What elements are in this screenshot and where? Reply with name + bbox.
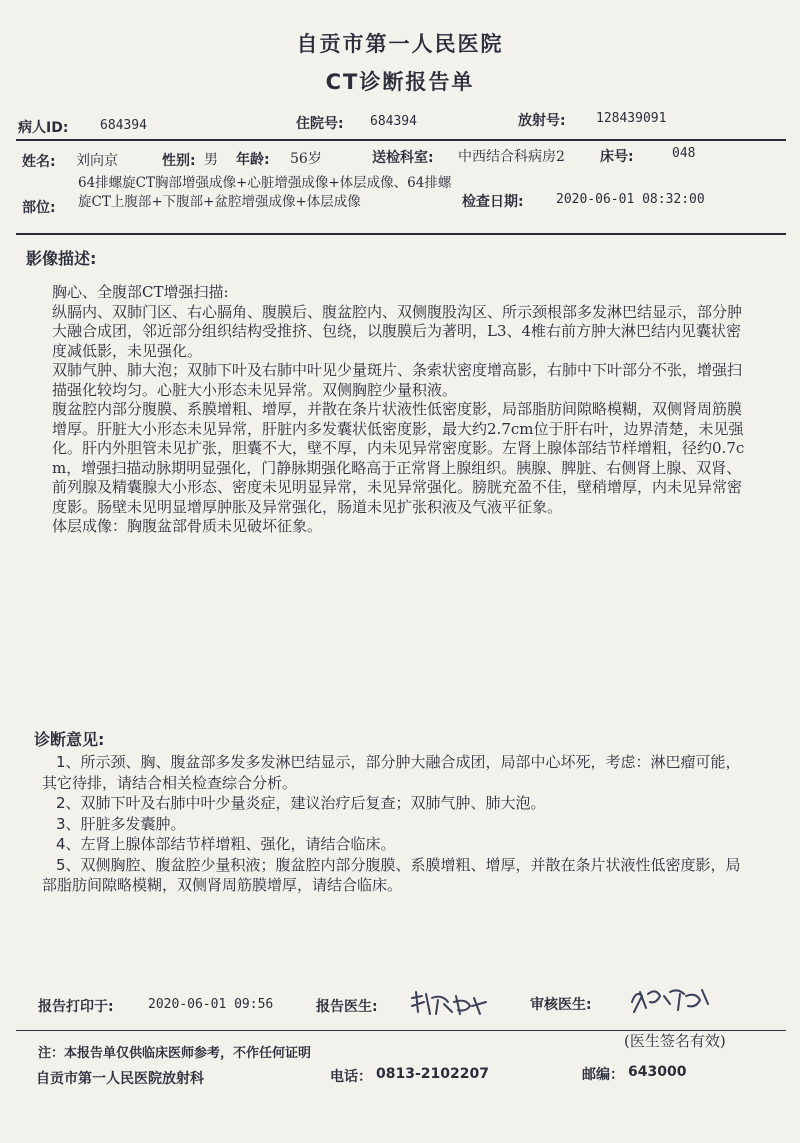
exam-part-value: 64排螺旋CT胸部增强成像+心脏增强成像+体层成像、64排螺旋CT上腹部+下腹部+盆腔增强成像+体层成像 bbox=[78, 175, 452, 210]
postcode-label: 邮编： bbox=[582, 1067, 624, 1083]
name-label: 姓名: bbox=[22, 154, 56, 170]
findings-paragraph: 纵膈内、双肺门区、右心膈角、腹膜后、腹盆腔内、双侧腹股沟区、所示颈根部多发淋巴结显示，部分肿大融合成团，邻近部分组织结构受推挤、包绕，以腹膜后为著明，L3、4椎右前方肿大淋巴结内见囊状密度减低影，未见强化。 bbox=[52, 302, 743, 360]
sex-value: 男 bbox=[204, 152, 218, 168]
exam-divider bbox=[16, 233, 786, 235]
disclaimer-note: 注：本报告单仅供临床医师参考，不作任何证明 bbox=[38, 1046, 312, 1061]
diagnosis-item: 5、双侧胸腔、腹盆腔少量积液；腹盆腔内部分腹膜、系膜增粗、增厚，并散在条片状液性低密度影，局部脂肪间隙略模糊，双侧肾周筋膜增厚，请结合临床。 bbox=[42, 855, 741, 894]
age-label: 年龄: bbox=[236, 152, 270, 168]
findings-paragraph: 腹盆腔内部分腹膜、系膜增粗、增厚，并散在条片状液性低密度影，局部脂肪间隙略模糊，双侧肾周筋膜增厚。肝脏大小形态未见异常，肝脏内多发囊状低密度影，最大约2.7cm位于肝右叶，边界清楚，未见强化。肝内外胆管未见扩张，胆囊不大，壁不厚，内未见异常密度影。左肾上腺体部结节样增粗，径约0.7cm，增强扫描动脉期明显强化，门静脉期强化略高于正常肾上腺组织。胰腺、脾脏、右侧肾上腺、双肾、前列腺及精囊腺大小形态、密度未见明显异常，未见异常强化。膀胱充盈不佳，壁稍增厚，内未见异常密度影。肠壁未见明显增厚肿胀及异常强化，肠道未见扩张积液及气液平征象。 bbox=[52, 400, 745, 516]
reviewer-label: 审核医生: bbox=[530, 997, 592, 1013]
name-value: 刘向京 bbox=[76, 153, 118, 169]
signature-valid-note: (医生签名有效) bbox=[624, 1032, 726, 1050]
report-title: CT诊断报告单 bbox=[325, 70, 475, 94]
age-value: 56岁 bbox=[290, 151, 322, 167]
print-time-value: 2020-06-01 09:56 bbox=[148, 997, 274, 1012]
report-doctor-signature-icon bbox=[408, 988, 498, 1020]
patient-id-label: 病人ID: bbox=[18, 120, 69, 136]
phone-label: 电话： bbox=[330, 1069, 372, 1085]
patient-id-value: 684394 bbox=[100, 118, 147, 133]
bed-label: 床号: bbox=[600, 149, 634, 165]
dept-label: 送检科室: bbox=[372, 150, 434, 166]
diagnosis-item: 1、所示颈、胸、腹盆部多发多发淋巴结显示，部分肿大融合成团，局部中心坏死，考虑：淋巴瘤可能，其它待排，请结合相关检查综合分析。 bbox=[42, 753, 741, 792]
diagnosis-item: 3、肝脏多发囊肿。 bbox=[56, 814, 186, 833]
admission-no-label: 住院号: bbox=[296, 116, 344, 132]
bed-value: 048 bbox=[672, 146, 696, 161]
radiology-no-value: 128439091 bbox=[596, 111, 667, 126]
findings-paragraph: 双肺气肿、肺大泡；双肺下叶及右肺中叶见少量斑片、条索状密度增高影，右肺中下叶部分不张，增强扫描强化较均匀。心脏大小形态未见异常。双侧胸腔少量积液。 bbox=[52, 361, 743, 399]
diagnosis-heading: 诊断意见: bbox=[34, 730, 105, 749]
top-divider bbox=[16, 139, 786, 141]
diagnosis-item: 4、左肾上腺体部结节样增粗、强化，请结合临床。 bbox=[56, 835, 396, 853]
reviewer-signature-icon bbox=[626, 982, 726, 1018]
findings-heading: 影像描述: bbox=[26, 249, 97, 268]
phone-value: 0813-2102207 bbox=[376, 1066, 489, 1082]
postcode-value: 643000 bbox=[628, 1064, 687, 1080]
radiology-no-label: 放射号: bbox=[518, 113, 566, 129]
findings-paragraph: 胸心、全腹部CT增强扫描: bbox=[52, 283, 229, 301]
sex-label: 性别: bbox=[162, 153, 196, 169]
exam-date-label: 检查日期: bbox=[462, 194, 524, 210]
print-time-label: 报告打印于: bbox=[38, 999, 114, 1015]
dept-value: 中西结合科病房2 bbox=[458, 149, 565, 165]
report-doctor-label: 报告医生: bbox=[316, 999, 378, 1015]
hospital-name: 自贡市第一人民医院 bbox=[296, 32, 504, 56]
department-name: 自贡市第一人民医院放射科 bbox=[36, 1071, 204, 1087]
exam-date-value: 2020-06-01 08:32:00 bbox=[556, 192, 705, 207]
diagnosis-item: 2、双肺下叶及右肺中叶少量炎症，建议治疗后复查；双肺气肿、肺大泡。 bbox=[56, 794, 546, 812]
findings-body bbox=[52, 283, 752, 537]
part-label: 部位: bbox=[22, 200, 56, 216]
admission-no-value: 684394 bbox=[370, 114, 417, 129]
diagnosis-body bbox=[42, 752, 752, 896]
findings-paragraph: 体层成像：胸腹盆部骨质未见破坏征象。 bbox=[52, 517, 323, 535]
